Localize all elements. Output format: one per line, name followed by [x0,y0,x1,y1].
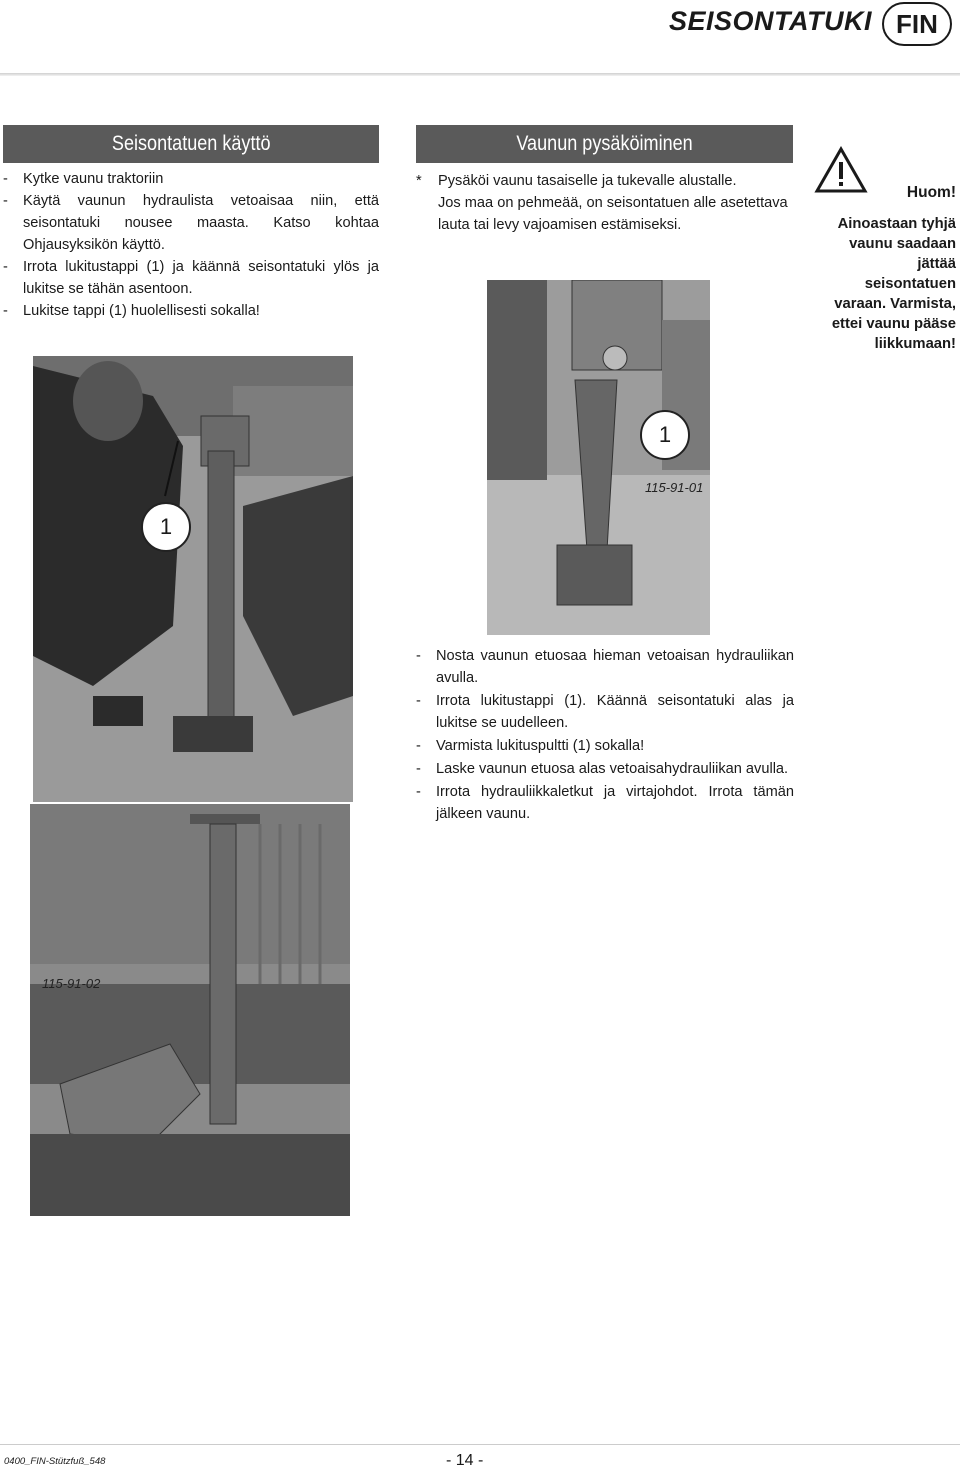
photo-code-label: 115-91-02 [42,976,101,991]
list-item: - Käytä vaunun hydraulista vetoaisaa niin, että seisontatuki nousee maasta. Katso kohtaa Ohjausyksikön käyttö. [3,193,379,253]
right-section-title-bar [416,125,793,163]
left-section-title: Seisontatuen käyttö [111,132,271,155]
list-item: - Irrota lukitustappi (1) ja käännä seisontatuki ylös ja lukitse se tähän asentoon. [3,259,379,297]
intro-line: Pysäköi vaunu tasaiselle ja tukevalle alustalle. [438,173,737,189]
callout-1: 1 [640,410,690,460]
list-item: - Irrota hydrauliikkaletkut ja virtajohdot. Irrota tämän jälkeen vaunu. [416,784,794,822]
warning-title: Huom! [906,184,956,201]
page-title: SEISONTATUKI [668,6,872,36]
photo-support-closeup-illustration [30,804,350,1216]
left-instruction-list [3,168,379,322]
photo-support-raising-illustration [33,356,353,802]
list-item: - Varmista lukituspultti (1) sokalla! [416,738,645,754]
photo-support-raising [33,356,353,802]
footer-doc-code: 0400_FIN-Stützfuß_548 [4,1456,106,1467]
list-item: - Lukitse tappi (1) huolellisesti sokalla! [3,303,260,319]
list-item: - Nosta vaunun etuosaa hieman vetoaisan hydrauliikan avulla. [416,648,794,686]
photo-support-closeup [30,804,350,1216]
callout-1: 1 [141,502,191,552]
photo-support-lowered [487,280,710,635]
left-section-title-bar [3,125,379,163]
list-item: - Irrota lukitustappi (1). Käännä seisontatuki alas ja lukitse se uudelleen. [416,693,794,731]
parking-intro [416,170,796,236]
page-number: - 14 - [446,1452,484,1469]
intro-bullet: * [416,173,422,189]
header-divider [0,73,960,76]
list-item: - Laske vaunun etuosa alas vetoaisahydrauliikan avulla. [416,761,789,777]
language-badge: FIN [882,2,952,46]
intro-line: Jos maa on pehmeää, on seisontatuen alle asetettava lauta tai levy vajoamisen estämiseksi. [438,195,788,233]
warning-triangle-icon [814,146,868,194]
photo-code-label: 115-91-01 [645,480,704,495]
footer-divider [0,1444,960,1445]
right-section-title: Vaunun pysäköiminen [516,132,693,155]
warning-text: Ainoastaan tyhjä vaunu saadaan jättää seisontatuen varaan. Varmista, ettei vaunu pääse liikkumaan! [831,216,956,352]
list-item: - Kytke vaunu traktoriin [3,171,164,187]
photo-support-lowered-illustration [487,280,710,635]
parking-instruction-list [416,645,794,825]
